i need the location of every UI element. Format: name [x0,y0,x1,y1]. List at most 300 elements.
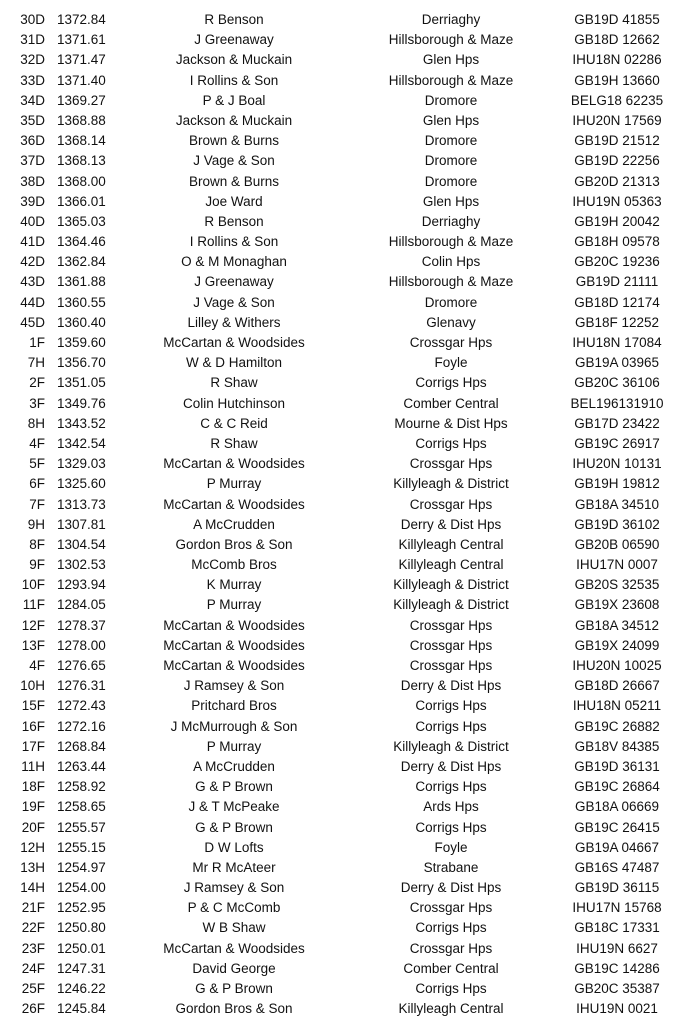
position-cell: 30D [20,12,45,27]
fancier-name-cell: J Vage & Son [193,153,275,169]
table-row [0,131,683,151]
position-cell: 19F [21,799,45,815]
velocity-cell: 1368.14 [57,133,106,149]
ring-number-cell: GB19H 19812 [574,476,660,492]
velocity-cell: 1304.54 [57,536,106,552]
position-cell: 34D [20,92,45,108]
fancier-name-cell: McCartan & Woodsides [163,617,305,633]
club-cell: Colin Hps [421,254,481,270]
fancier-name-cell: P Murray [206,597,262,613]
velocity-cell: 1268.84 [57,738,106,754]
velocity-cell: 1255.15 [57,839,106,855]
ring-number-cell: IHU20N 10131 [572,456,662,472]
table-row [0,575,683,595]
fancier-name-cell: Mr R McAteer [192,859,276,875]
position-cell: 21F [21,900,45,916]
table-row [0,394,683,414]
club-cell: Derry & Dist Hps [400,880,502,896]
position-cell: 42D [20,254,45,270]
club-cell: Derry & Dist Hps [400,758,502,774]
ring-number-cell: GB19C 26864 [574,779,660,795]
fancier-name-cell: David George [192,960,276,976]
club-cell: Hillsborough & Maze [388,32,514,48]
table-row [0,838,683,858]
velocity-cell: 1368.00 [57,173,106,189]
velocity-cell: 1254.97 [57,859,106,875]
position-cell: 25F [21,981,45,996]
ring-number-cell: GB19D 36102 [574,516,660,532]
position-cell: 7H [27,355,45,371]
ring-number-cell: GB19D 21512 [574,133,660,149]
club-cell: Hillsborough & Maze [388,72,514,88]
fancier-name-cell: O & M Monaghan [181,254,287,270]
fancier-name-cell: A McCrudden [193,516,275,532]
position-cell: 22F [21,920,45,936]
velocity-cell: 1372.84 [57,12,106,27]
fancier-name-cell: Brown & Burns [188,173,280,189]
velocity-cell: 1368.13 [57,153,106,169]
ring-number-cell: GB18D 12662 [574,32,660,48]
table-row [0,232,683,252]
fancier-name-cell: I Rollins & Son [189,234,279,250]
position-cell: 8F [29,536,45,552]
position-cell: 2F [29,375,45,391]
club-cell: Killyleagh & District [393,476,509,492]
velocity-cell: 1329.03 [57,456,106,472]
table-row [0,555,683,575]
velocity-cell: 1371.40 [57,72,106,88]
club-cell: Corrigs Hps [415,375,487,391]
ring-number-cell: IHU17N 0007 [576,557,658,573]
position-cell: 13F [21,637,45,653]
position-cell: 7F [29,496,45,512]
velocity-cell: 1245.84 [57,1001,106,1017]
velocity-cell: 1371.61 [57,32,106,48]
club-cell: Killyleagh Central [398,557,504,573]
club-cell: Corrigs Hps [415,981,487,996]
velocity-cell: 1351.05 [57,375,106,391]
club-cell: Dromore [424,173,478,189]
ring-number-cell: IHU19N 0021 [576,1001,658,1017]
position-cell: 38D [20,173,45,189]
position-cell: 36D [20,133,45,149]
club-cell: Dromore [424,294,478,310]
velocity-cell: 1255.57 [57,819,106,835]
position-cell: 10F [21,577,45,593]
results-table [0,10,683,1019]
fancier-name-cell: G & P Brown [195,819,273,835]
position-cell: 20F [21,819,45,835]
position-cell: 15F [21,698,45,714]
ring-number-cell: GB19H 13660 [574,72,660,88]
fancier-name-cell: R Benson [204,12,264,27]
position-cell: 13H [20,859,45,875]
ring-number-cell: GB18A 34512 [574,617,660,633]
velocity-cell: 1361.88 [57,274,106,290]
club-cell: Crossgar Hps [409,658,493,673]
position-cell: 35D [20,112,45,128]
club-cell: Corrigs Hps [415,718,487,734]
club-cell: Killyleagh & District [393,577,509,593]
velocity-cell: 1258.92 [57,779,106,795]
fancier-name-cell: J Ramsey & Son [183,880,285,896]
position-cell: 11F [22,597,45,613]
club-cell: Derriaghy [421,213,481,229]
club-cell: Glenavy [426,314,476,330]
club-cell: Foyle [434,355,468,371]
ring-number-cell: GB19X 24099 [574,637,660,653]
velocity-cell: 1252.95 [57,900,106,916]
ring-number-cell: IHU18N 05211 [572,698,662,714]
ring-number-cell: GB19C 26917 [574,435,660,451]
fancier-name-cell: McCartan & Woodsides [163,658,305,673]
table-row [0,71,683,91]
club-cell: Crossgar Hps [409,617,493,633]
fancier-name-cell: G & P Brown [195,779,273,795]
velocity-cell: 1368.88 [57,112,106,128]
ring-number-cell: GB19D 36131 [574,758,660,774]
ring-number-cell: IHU17N 15768 [572,900,662,916]
club-cell: Comber Central [403,395,499,411]
position-cell: 31D [20,32,45,48]
table-row [0,898,683,918]
club-cell: Glen Hps [422,112,480,128]
ring-number-cell: GB20C 19236 [574,254,660,270]
ring-number-cell: IHU20N 17569 [572,112,662,128]
velocity-cell: 1278.37 [57,617,106,633]
club-cell: Crossgar Hps [409,335,493,350]
ring-number-cell: GB20B 06590 [574,536,660,552]
club-cell: Ards Hps [423,799,479,815]
fancier-name-cell: Jackson & Muckain [175,112,293,128]
club-cell: Killyleagh & District [393,597,509,613]
table-row [0,818,683,838]
ring-number-cell: BEL196131910 [570,395,664,411]
club-cell: Dromore [424,133,478,149]
velocity-cell: 1359.60 [57,335,106,350]
fancier-name-cell: R Benson [204,213,264,229]
fancier-name-cell: McCartan & Woodsides [163,496,305,512]
fancier-name-cell: J Greenaway [194,274,274,290]
ring-number-cell: GB19D 36115 [574,880,660,896]
velocity-cell: 1362.84 [57,254,106,270]
fancier-name-cell: W & D Hamilton [185,355,283,371]
velocity-cell: 1258.65 [57,799,106,815]
ring-number-cell: GB18H 09578 [574,234,660,250]
table-row [0,939,683,959]
ring-number-cell: GB20S 32535 [574,577,660,593]
position-cell: 11H [21,758,45,774]
fancier-name-cell: R Shaw [210,435,258,451]
table-row [0,272,683,292]
club-cell: Derry & Dist Hps [400,516,502,532]
ring-number-cell: GB20C 36106 [574,375,660,391]
ring-number-cell: BELG18 62235 [570,92,664,108]
fancier-name-cell: K Murray [206,577,262,593]
fancier-name-cell: Gordon Bros & Son [175,536,293,552]
table-row [0,515,683,535]
ring-number-cell: IHU19N 6627 [576,940,658,956]
ring-number-cell: IHU20N 10025 [572,658,662,673]
ring-number-cell: GB19H 20042 [574,213,660,229]
position-cell: 3F [29,395,45,411]
position-cell: 5F [29,456,45,472]
position-cell: 9H [27,516,45,532]
table-row [0,373,683,393]
club-cell: Crossgar Hps [409,496,493,512]
velocity-cell: 1366.01 [57,193,106,209]
table-row [0,717,683,737]
table-row [0,353,683,373]
fancier-name-cell: P Murray [206,476,262,492]
fancier-name-cell: Brown & Burns [188,133,280,149]
velocity-cell: 1272.43 [57,698,106,714]
velocity-cell: 1284.05 [57,597,106,613]
table-row [0,111,683,131]
velocity-cell: 1343.52 [57,415,106,431]
fancier-name-cell: McCartan & Woodsides [163,637,305,653]
position-cell: 37D [20,153,45,169]
club-cell: Strabane [423,859,479,875]
position-cell: 10H [20,678,45,694]
velocity-cell: 1365.03 [57,213,106,229]
table-row [0,959,683,979]
table-row [0,454,683,474]
velocity-cell: 1302.53 [57,557,106,573]
club-cell: Crossgar Hps [409,900,493,916]
club-cell: Hillsborough & Maze [388,274,514,290]
ring-number-cell: GB18D 12174 [574,294,660,310]
fancier-name-cell: Gordon Bros & Son [175,1001,293,1017]
table-row [0,151,683,171]
table-row [0,757,683,777]
fancier-name-cell: McComb Bros [191,557,277,573]
position-cell: 40D [20,213,45,229]
velocity-cell: 1349.76 [57,395,106,411]
club-cell: Glen Hps [422,52,480,68]
club-cell: Corrigs Hps [415,779,487,795]
fancier-name-cell: McCartan & Woodsides [163,456,305,472]
table-row [0,172,683,192]
table-row [0,858,683,878]
ring-number-cell: GB18C 17331 [574,920,660,936]
ring-number-cell: GB19A 04667 [574,839,660,855]
table-row [0,293,683,313]
velocity-cell: 1276.65 [57,658,106,673]
table-row [0,878,683,898]
club-cell: Dromore [424,92,478,108]
velocity-cell: 1342.54 [57,435,106,451]
club-cell: Derriaghy [421,12,481,27]
velocity-cell: 1250.80 [57,920,106,936]
club-cell: Derry & Dist Hps [400,678,502,694]
velocity-cell: 1272.16 [57,718,106,734]
position-cell: 23F [21,940,45,956]
fancier-name-cell: Joe Ward [205,193,263,209]
velocity-cell: 1263.44 [57,758,106,774]
table-row [0,252,683,272]
table-row [0,495,683,515]
position-cell: 16F [21,718,45,734]
club-cell: Killyleagh Central [398,536,504,552]
position-cell: 26F [21,1001,45,1017]
club-cell: Killyleagh & District [393,738,509,754]
table-row [0,474,683,494]
table-row [0,737,683,757]
table-row [0,535,683,555]
position-cell: 33D [20,72,45,88]
table-row [0,434,683,454]
ring-number-cell: GB16S 47487 [574,859,660,875]
club-cell: Killyleagh Central [398,1001,504,1017]
club-cell: Mourne & Dist Hps [394,415,508,431]
fancier-name-cell: W B Shaw [202,920,266,936]
position-cell: 4F [29,658,45,673]
fancier-name-cell: P Murray [206,738,262,754]
fancier-name-cell: Jackson & Muckain [175,52,293,68]
table-row [0,656,683,676]
velocity-cell: 1254.00 [57,880,106,896]
position-cell: 9F [29,557,45,573]
table-row [0,212,683,232]
club-cell: Foyle [434,839,468,855]
ring-number-cell: GB19D 41855 [574,12,660,27]
fancier-name-cell: D W Lofts [204,839,264,855]
fancier-name-cell: Lilley & Withers [187,314,281,330]
club-cell: Corrigs Hps [415,698,487,714]
velocity-cell: 1325.60 [57,476,106,492]
position-cell: 44D [20,294,45,310]
velocity-cell: 1276.31 [57,678,106,694]
ring-number-cell: GB19C 26415 [574,819,660,835]
fancier-name-cell: Pritchard Bros [191,698,277,714]
ring-number-cell: GB18V 84385 [574,738,660,754]
velocity-cell: 1307.81 [57,516,106,532]
table-row [0,333,683,353]
velocity-cell: 1364.46 [57,234,106,250]
position-cell: 17F [21,738,45,754]
fancier-name-cell: J Greenaway [194,32,274,48]
table-row [0,50,683,70]
ring-number-cell: GB18A 06669 [574,799,660,815]
velocity-cell: 1371.47 [57,52,106,68]
ring-number-cell: GB19X 23608 [574,597,660,613]
table-row [0,696,683,716]
position-cell: 4F [29,435,45,451]
velocity-cell: 1369.27 [57,92,106,108]
velocity-cell: 1356.70 [57,355,106,371]
ring-number-cell: GB19D 21111 [575,274,659,290]
ring-number-cell: GB18A 34510 [574,496,660,512]
velocity-cell: 1278.00 [57,637,106,653]
fancier-name-cell: C & C Reid [200,415,268,431]
fancier-name-cell: R Shaw [210,375,258,391]
table-row [0,192,683,212]
club-cell: Corrigs Hps [415,435,487,451]
fancier-name-cell: J & T McPeake [188,799,280,815]
ring-number-cell: GB18F 12252 [574,314,660,330]
club-cell: Crossgar Hps [409,940,493,956]
table-row [0,595,683,615]
fancier-name-cell: McCartan & Woodsides [163,335,305,350]
table-row [0,636,683,656]
velocity-cell: 1360.55 [57,294,106,310]
ring-number-cell: IHU19N 05363 [572,193,662,209]
velocity-cell: 1250.01 [57,940,106,956]
club-cell: Dromore [424,153,478,169]
club-cell: Hillsborough & Maze [388,234,514,250]
position-cell: 41D [20,234,45,250]
ring-number-cell: IHU18N 17084 [572,335,662,350]
table-row [0,313,683,333]
table-row [0,797,683,817]
club-cell: Comber Central [403,960,499,976]
ring-number-cell: GB17D 23422 [574,415,660,431]
table-row [0,777,683,797]
ring-number-cell: IHU18N 02286 [572,52,662,68]
table-row [0,616,683,636]
position-cell: 18F [21,779,45,795]
position-cell: 43D [20,274,45,290]
fancier-name-cell: Colin Hutchinson [182,395,286,411]
position-cell: 8H [27,415,45,431]
table-row [0,676,683,696]
ring-number-cell: GB19A 03965 [574,355,660,371]
table-row [0,30,683,50]
position-cell: 45D [20,314,45,330]
velocity-cell: 1293.94 [57,577,106,593]
fancier-name-cell: I Rollins & Son [189,72,279,88]
club-cell: Glen Hps [422,193,480,209]
club-cell: Corrigs Hps [415,819,487,835]
velocity-cell: 1246.22 [57,981,106,996]
fancier-name-cell: G & P Brown [195,981,273,996]
table-row [0,414,683,434]
ring-number-cell: GB18D 26667 [574,678,660,694]
club-cell: Crossgar Hps [409,456,493,472]
table-row [0,91,683,111]
ring-number-cell: GB20D 21313 [574,173,660,189]
position-cell: 32D [20,52,45,68]
ring-number-cell: GB20C 35387 [574,981,660,996]
table-row [0,979,683,999]
velocity-cell: 1247.31 [57,960,106,976]
position-cell: 14H [20,880,45,896]
fancier-name-cell: J McMurrough & Son [170,718,298,734]
velocity-cell: 1360.40 [57,314,106,330]
ring-number-cell: GB19C 26882 [574,718,660,734]
position-cell: 12H [20,839,45,855]
club-cell: Corrigs Hps [415,920,487,936]
fancier-name-cell: A McCrudden [193,758,275,774]
fancier-name-cell: P & J Boal [202,92,266,108]
table-row [0,10,683,30]
fancier-name-cell: McCartan & Woodsides [163,940,305,956]
ring-number-cell: GB19C 14286 [574,960,660,976]
position-cell: 12F [21,617,45,633]
position-cell: 6F [29,476,45,492]
velocity-cell: 1313.73 [57,496,106,512]
fancier-name-cell: P & C McComb [187,900,281,916]
club-cell: Crossgar Hps [409,637,493,653]
table-row [0,999,683,1019]
fancier-name-cell: J Vage & Son [193,294,275,310]
position-cell: 39D [20,193,45,209]
table-row [0,918,683,938]
position-cell: 1F [29,335,45,350]
ring-number-cell: GB19D 22256 [574,153,660,169]
fancier-name-cell: J Ramsey & Son [183,678,285,694]
